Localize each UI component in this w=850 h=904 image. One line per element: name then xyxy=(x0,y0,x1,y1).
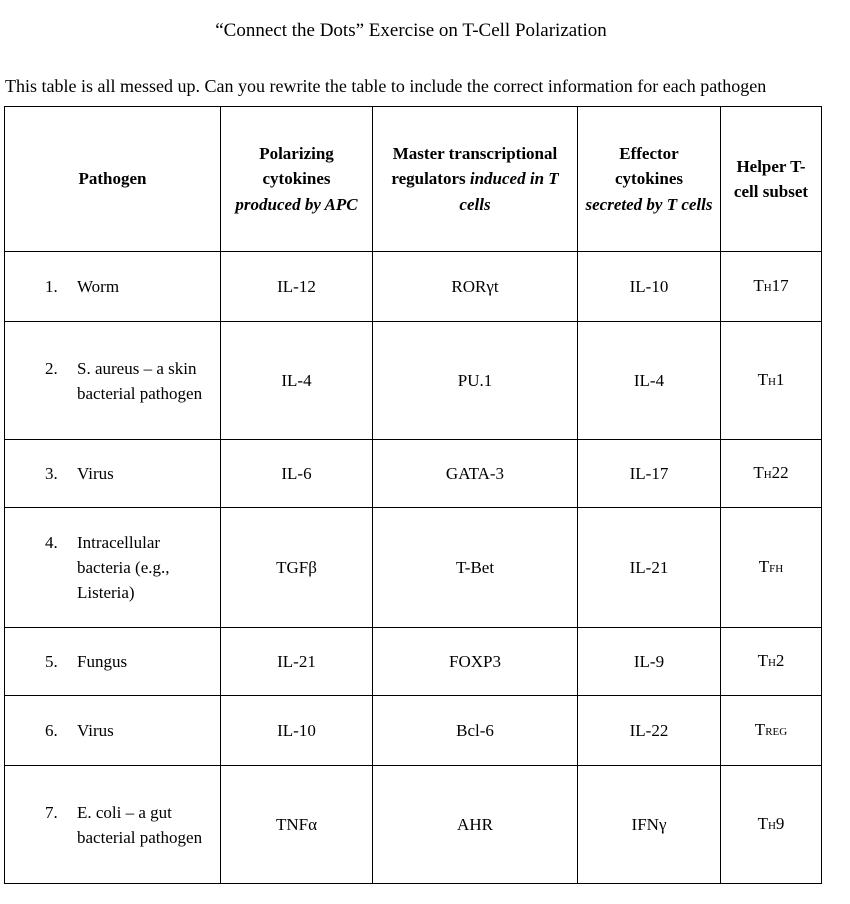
header-pathogen: Pathogen xyxy=(5,107,221,252)
pathogen-cell xyxy=(5,440,221,508)
helper-subset-cell xyxy=(721,696,822,766)
pathogen-cell xyxy=(5,628,221,696)
table-header-row xyxy=(5,107,822,252)
header-effector-cytokines xyxy=(578,107,721,252)
polarizing-cytokine-cell: TGFβ xyxy=(221,508,373,628)
effector-cytokine-cell: IL-10 xyxy=(578,252,721,322)
polarizing-cytokine-cell: IL-12 xyxy=(221,252,373,322)
header-polarizing-qualifier: produced by APC xyxy=(235,194,358,214)
pathogen-name: E. coli – a gut bacterial pathogen xyxy=(77,802,203,847)
helper-subset-subscript: REG xyxy=(765,725,788,738)
helper-subset-cell xyxy=(721,628,822,696)
helper-subset-number: 17 xyxy=(771,275,789,295)
pathogen-name: S. aureus – a skin bacterial pathogen xyxy=(77,358,203,403)
master-regulator-cell: GATA-3 xyxy=(373,440,578,508)
pathogen-cell xyxy=(5,766,221,884)
table-row xyxy=(5,322,822,440)
header-master-regulators xyxy=(373,107,578,252)
helper-subset-cell xyxy=(721,508,822,628)
master-regulator-cell: AHR xyxy=(373,766,578,884)
pathogen-name: Intracellular bacteria (e.g., Listeria) xyxy=(77,533,170,602)
master-regulator-cell: PU.1 xyxy=(373,322,578,440)
header-effector-label: Effector cytokines xyxy=(615,143,683,189)
effector-cytokine-cell: IL-22 xyxy=(578,696,721,766)
helper-subset-number: 2 xyxy=(775,650,785,670)
helper-subset-letter: T xyxy=(754,719,766,739)
master-regulator-cell: FOXP3 xyxy=(373,628,578,696)
polarizing-cytokine-cell: TNFα xyxy=(221,766,373,884)
row-number: 5. xyxy=(45,652,58,671)
table-row xyxy=(5,252,822,322)
header-helper-subset: Helper T-cell subset xyxy=(721,107,822,252)
helper-subset-subscript: H xyxy=(767,656,776,669)
pathogen-name: Virus xyxy=(77,721,114,740)
header-master-label: Master transcriptional regulators xyxy=(391,143,558,189)
helper-subset-cell xyxy=(721,440,822,508)
row-number: 3. xyxy=(45,464,58,483)
header-master-qualifier: induced in T cells xyxy=(459,169,559,214)
polarization-table xyxy=(4,106,822,884)
row-number: 1. xyxy=(45,277,58,296)
pathogen-cell xyxy=(5,252,221,322)
pathogen-name: Fungus xyxy=(77,652,128,671)
helper-subset-cell xyxy=(721,252,822,322)
helper-subset-cell xyxy=(721,766,822,884)
effector-cytokine-cell: IL-9 xyxy=(578,628,721,696)
helper-subset-letter: T xyxy=(757,369,768,389)
helper-subset-letter: T xyxy=(758,556,770,576)
helper-subset-letter: T xyxy=(757,650,768,670)
header-effector-qualifier: secreted by T cells xyxy=(585,194,713,214)
table-row xyxy=(5,766,822,884)
table-row xyxy=(5,508,822,628)
header-polarizing-label: Polarizing cytokines xyxy=(259,143,334,189)
table-row xyxy=(5,628,822,696)
pathogen-cell xyxy=(5,322,221,440)
master-regulator-cell: Bcl-6 xyxy=(373,696,578,766)
master-regulator-cell: RORγt xyxy=(373,252,578,322)
row-number: 4. xyxy=(45,533,58,552)
helper-subset-subscript: FH xyxy=(769,562,784,575)
row-number: 7. xyxy=(45,802,58,822)
helper-subset-number: 1 xyxy=(775,369,785,389)
polarizing-cytokine-cell: IL-21 xyxy=(221,628,373,696)
helper-subset-subscript: H xyxy=(767,375,776,388)
polarizing-cytokine-cell: IL-10 xyxy=(221,696,373,766)
helper-subset-subscript: H xyxy=(763,468,772,481)
instructions-text: This table is all messed up. Can you rewrite the table to include the correct information for each pathogen xyxy=(5,76,767,96)
polarizing-cytokine-cell: IL-4 xyxy=(221,322,373,440)
helper-subset-cell xyxy=(721,322,822,440)
page-title: “Connect the Dots” Exercise on T-Cell Polarization xyxy=(215,20,607,41)
helper-subset-subscript: H xyxy=(763,281,772,294)
helper-subset-letter: T xyxy=(753,462,764,482)
effector-cytokine-cell: IFNγ xyxy=(578,766,721,884)
table-row xyxy=(5,440,822,508)
effector-cytokine-cell: IL-17 xyxy=(578,440,721,508)
pathogen-name: Virus xyxy=(77,464,114,483)
effector-cytokine-cell: IL-4 xyxy=(578,322,721,440)
pathogen-cell xyxy=(5,696,221,766)
row-number: 6. xyxy=(45,721,58,740)
header-polarizing-cytokines xyxy=(221,107,373,252)
helper-subset-number: 22 xyxy=(771,462,789,482)
helper-subset-number: 9 xyxy=(775,813,785,833)
effector-cytokine-cell: IL-21 xyxy=(578,508,721,628)
polarizing-cytokine-cell: IL-6 xyxy=(221,440,373,508)
helper-subset-letter: T xyxy=(757,813,768,833)
helper-subset-subscript: H xyxy=(767,819,776,832)
pathogen-name: Worm xyxy=(77,277,120,296)
table-row xyxy=(5,696,822,766)
master-regulator-cell: T-Bet xyxy=(373,508,578,628)
helper-subset-letter: T xyxy=(753,275,764,295)
pathogen-cell xyxy=(5,508,221,628)
row-number: 2. xyxy=(45,358,58,378)
